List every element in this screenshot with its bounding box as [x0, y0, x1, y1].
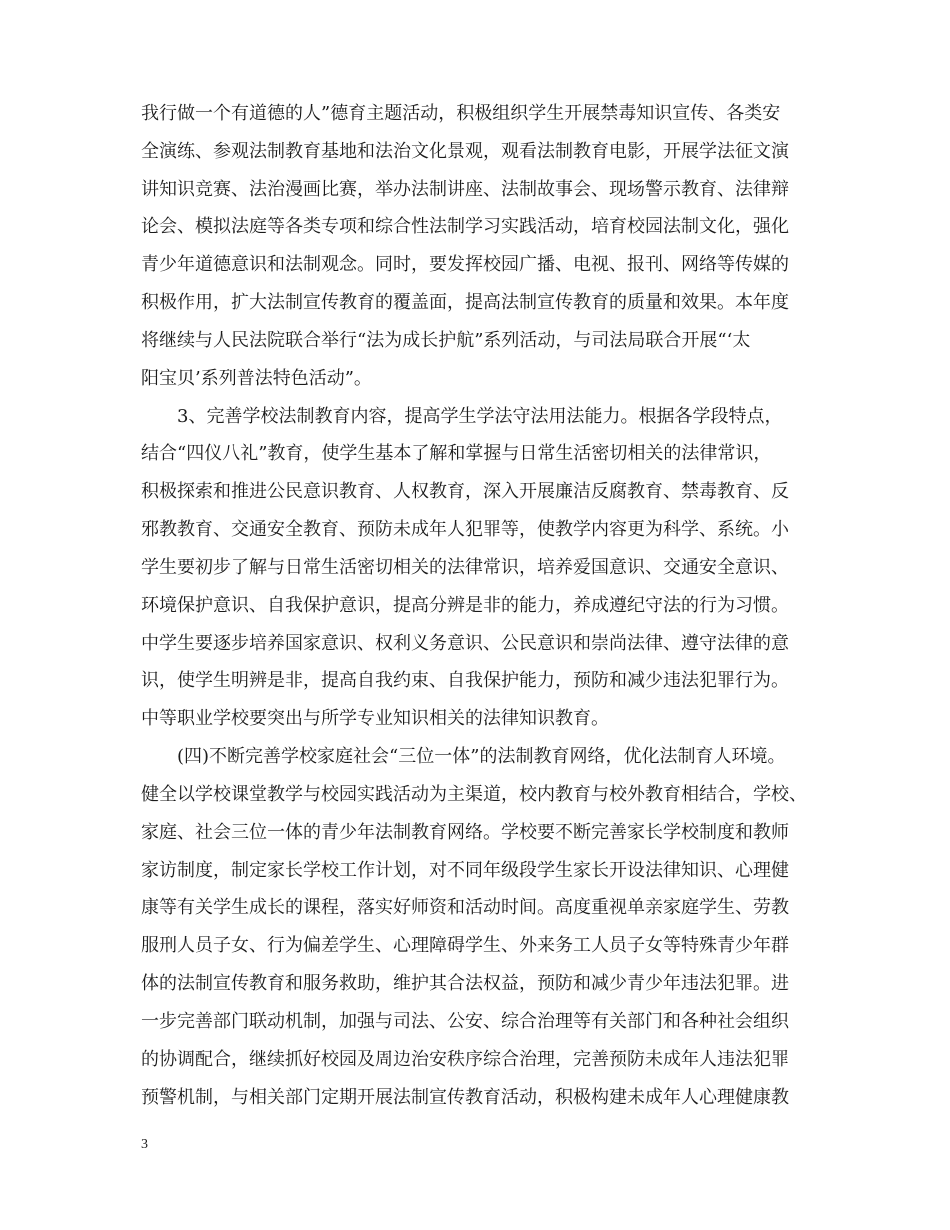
text-line: (四)不断完善学校家庭社会“三位一体”的法制教育网络，优化法制育人环境。 — [141, 746, 786, 767]
text-line: 环境保护意识、自我保护意识，提高分辨是非的能力，养成遵纪守法的行为习惯。 — [141, 595, 789, 616]
text-line: 的协调配合，继续抓好校园及周边治安秩序综合治理，完善预防未成年人违法犯罪 — [141, 1049, 789, 1070]
text-line: 中学生要逐步培养国家意识、权利义务意识、公民意识和崇尚法律、遵守法律的意 — [141, 633, 789, 654]
text-line: 康等有关学生成长的课程，落实好师资和活动时间。高度重视单亲家庭学生、劳教 — [141, 897, 789, 918]
page-number: 3 — [141, 1137, 148, 1152]
text-line: 青少年道德意识和法制观念。同时，要发挥校园广播、电视、报刊、网络等传媒的 — [141, 254, 789, 275]
text-line: 一步完善部门联动机制，加强与司法、公安、综合治理等有关部门和各种社会组织 — [141, 1011, 789, 1032]
text-line: 阳宝贝’系列普法特色活动”。 — [141, 368, 372, 389]
text-line: 识，使学生明辨是非，提高自我约束、自我保护能力，预防和减少违法犯罪行为。 — [141, 670, 789, 691]
text-line: 积极探索和推进公民意识教育、人权教育，深入开展廉洁反腐教育、禁毒教育、反 — [141, 481, 789, 502]
text-line: 讲知识竞赛、法治漫画比赛，举办法制讲座、法制故事会、现场警示教育、法律辩 — [141, 179, 789, 200]
text-line: 预警机制，与相关部门定期开展法制宣传教育活动，积极构建未成年人心理健康教 — [141, 1087, 789, 1108]
text-line: 家庭、社会三位一体的青少年法制教育网络。学校要不断完善家长学校制度和教师 — [141, 822, 789, 843]
text-line: 邪教教育、交通安全教育、预防未成年人犯罪等，使教学内容更为科学、系统。小 — [141, 519, 789, 540]
text-line: 结合“四仪八礼”教育，使学生基本了解和掌握与日常生活密切相关的法律常识， — [141, 443, 772, 464]
text-line: 将继续与人民法院联合举行“法为成长护航”系列活动，与司法局联合开展“‘太 — [141, 330, 751, 351]
text-line: 学生要初步了解与日常生活密切相关的法律常识，培养爱国意识、交通安全意识、 — [141, 557, 789, 578]
text-line: 家访制度，制定家长学校工作计划，对不同年级段学生家长开设法律知识、心理健 — [141, 860, 789, 881]
text-line: 3、完善学校法制教育内容，提高学生学法守法用法能力。根据各学段特点， — [141, 406, 783, 427]
text-line: 我行做一个有道德的人”德育主题活动，积极组织学生开展禁毒知识宣传、各类安 — [141, 103, 781, 124]
text-line: 体的法制宣传教育和服务救助，维护其合法权益，预防和减少青少年违法犯罪。进 — [141, 973, 789, 994]
text-line: 全演练、参观法制教育基地和法治文化景观，观看法制教育电影，开展学法征文演 — [141, 141, 789, 162]
text-line: 中等职业学校要突出与所学专业知识相关的法律知识教育。 — [141, 708, 609, 729]
text-line: 积极作用，扩大法制宣传教育的覆盖面，提高法制宣传教育的质量和效果。本年度 — [141, 292, 789, 313]
text-line: 健全以学校课堂教学与校园实践活动为主渠道，校内教育与校外教育相结合，学校、 — [141, 784, 807, 805]
text-line: 论会、模拟法庭等各类专项和综合性法制学习实践活动，培育校园法制文化，强化 — [141, 216, 789, 237]
text-line: 服刑人员子女、行为偏差学生、心理障碍学生、外来务工人员子女等特殊青少年群 — [141, 935, 789, 956]
